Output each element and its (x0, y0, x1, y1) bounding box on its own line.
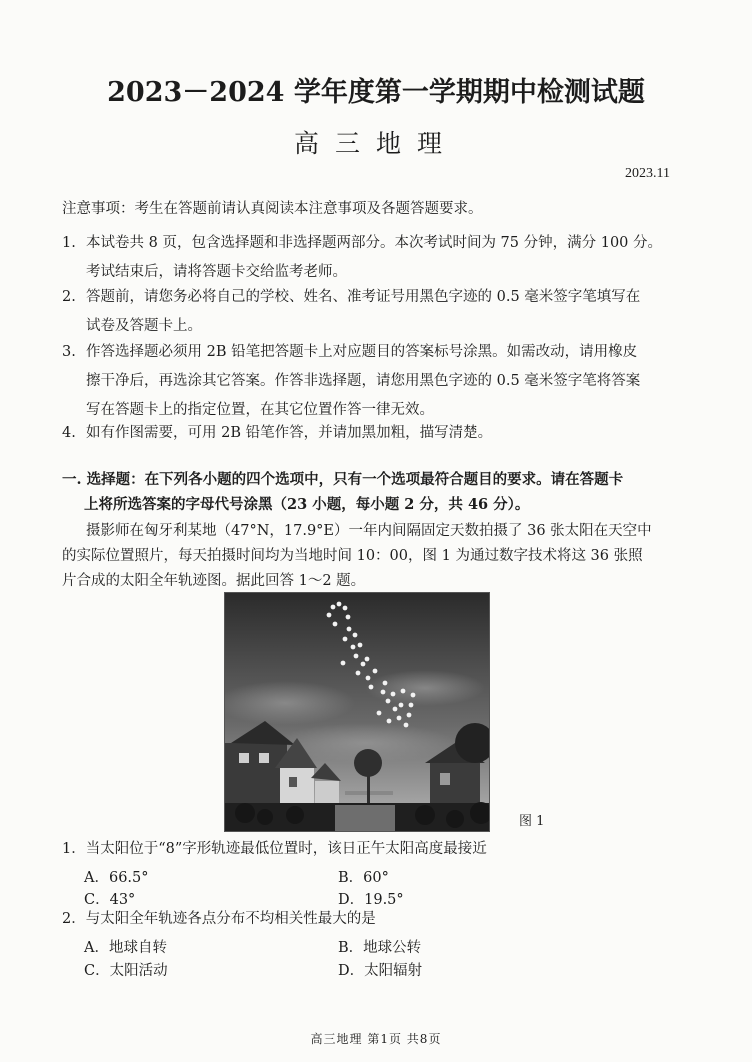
figure-caption: 图 1 (519, 814, 545, 829)
sun-analemma-photo (224, 592, 490, 832)
question-1-stem: 1．当太阳位于“8”字形轨迹最低位置时，该日正午太阳高度最接近 (62, 841, 487, 857)
question-2-option-c: C．太阳活动 (84, 963, 168, 979)
question-2-stem: 2．与太阳全年轨迹各点分布不均相关性最大的是 (62, 911, 376, 927)
notice-line: 如有作图需要，可用 2B 铅笔作答，并请加黑加粗，描写清楚。 (86, 425, 493, 441)
question-1-option-d: D．19.5° (338, 892, 404, 908)
notice-line: 本试卷共 8 页，包含选择题和非选择题两部分。本次考试时间为 75 分钟，满分 100 分。 (86, 235, 663, 251)
question-1-option-b: B．60° (338, 870, 389, 886)
exam-title: 2023－2024 学年度第一学期期中检测试题 (107, 77, 645, 108)
notice-number: 3. (62, 344, 76, 360)
passage-line: 摄影师在匈牙利某地（47°N，17.9°E）一年内间隔固定天数拍摄了 36 张太阳在天空中 (86, 523, 652, 539)
notice-line: 答题前，请您务必将自己的学校、姓名、准考证号用黑色字迹的 0.5 毫米签字笔填写在 (86, 289, 641, 305)
notice-line: 作答选择题必须用 2B 铅笔把答题卡上对应题目的答案标号涂黑。如需改动，请用橡皮 (86, 344, 638, 360)
section-heading-cont: 上将所选答案的字母代号涂黑（23 小题，每小题 2 分，共 46 分）。 (84, 496, 530, 513)
passage-line: 的实际位置照片，每天拍摄时间均为当地时间 10：00，图 1 为通过数字技术将这 36 张照 (62, 548, 643, 564)
subject-title: 高三地理 (293, 129, 458, 158)
question-2-option-d: D．太阳辐射 (338, 963, 423, 979)
notice-heading: 注意事项：考生在答题前请认真阅读本注意事项及各题答题要求。 (62, 201, 483, 217)
exam-date: 2023.11 (625, 166, 670, 181)
question-2-option-a: A．地球自转 (84, 940, 167, 956)
notice-line: 擦干净后，再选涂其它答案。作答非选择题，请您用黑色字迹的 0.5 毫米签字笔将答案 (86, 373, 641, 389)
notice-line: 考试结束后，请将答题卡交给监考老师。 (86, 264, 347, 280)
question-1-option-c: C．43° (84, 892, 136, 908)
notice-line: 写在答题卡上的指定位置，在其它位置作答一律无效。 (86, 402, 434, 418)
notice-number: 4. (62, 425, 76, 441)
notice-number: 1. (62, 235, 76, 251)
analemma-photo-graphic (225, 593, 490, 832)
section-heading: 一. 选择题：在下列各小题的四个选项中，只有一个选项最符合题目的要求。请在答题卡 (62, 471, 624, 488)
notice-line: 试卷及答题卡上。 (86, 318, 202, 334)
notice-number: 2. (62, 289, 76, 305)
question-2-option-b: B．地球公转 (338, 940, 422, 956)
question-1-option-a: A．66.5° (84, 870, 149, 886)
page-footer: 高三地理 第1页 共8页 (310, 1032, 442, 1046)
passage-line: 片合成的太阳全年轨迹图。据此回答 1～2 题。 (62, 573, 366, 589)
